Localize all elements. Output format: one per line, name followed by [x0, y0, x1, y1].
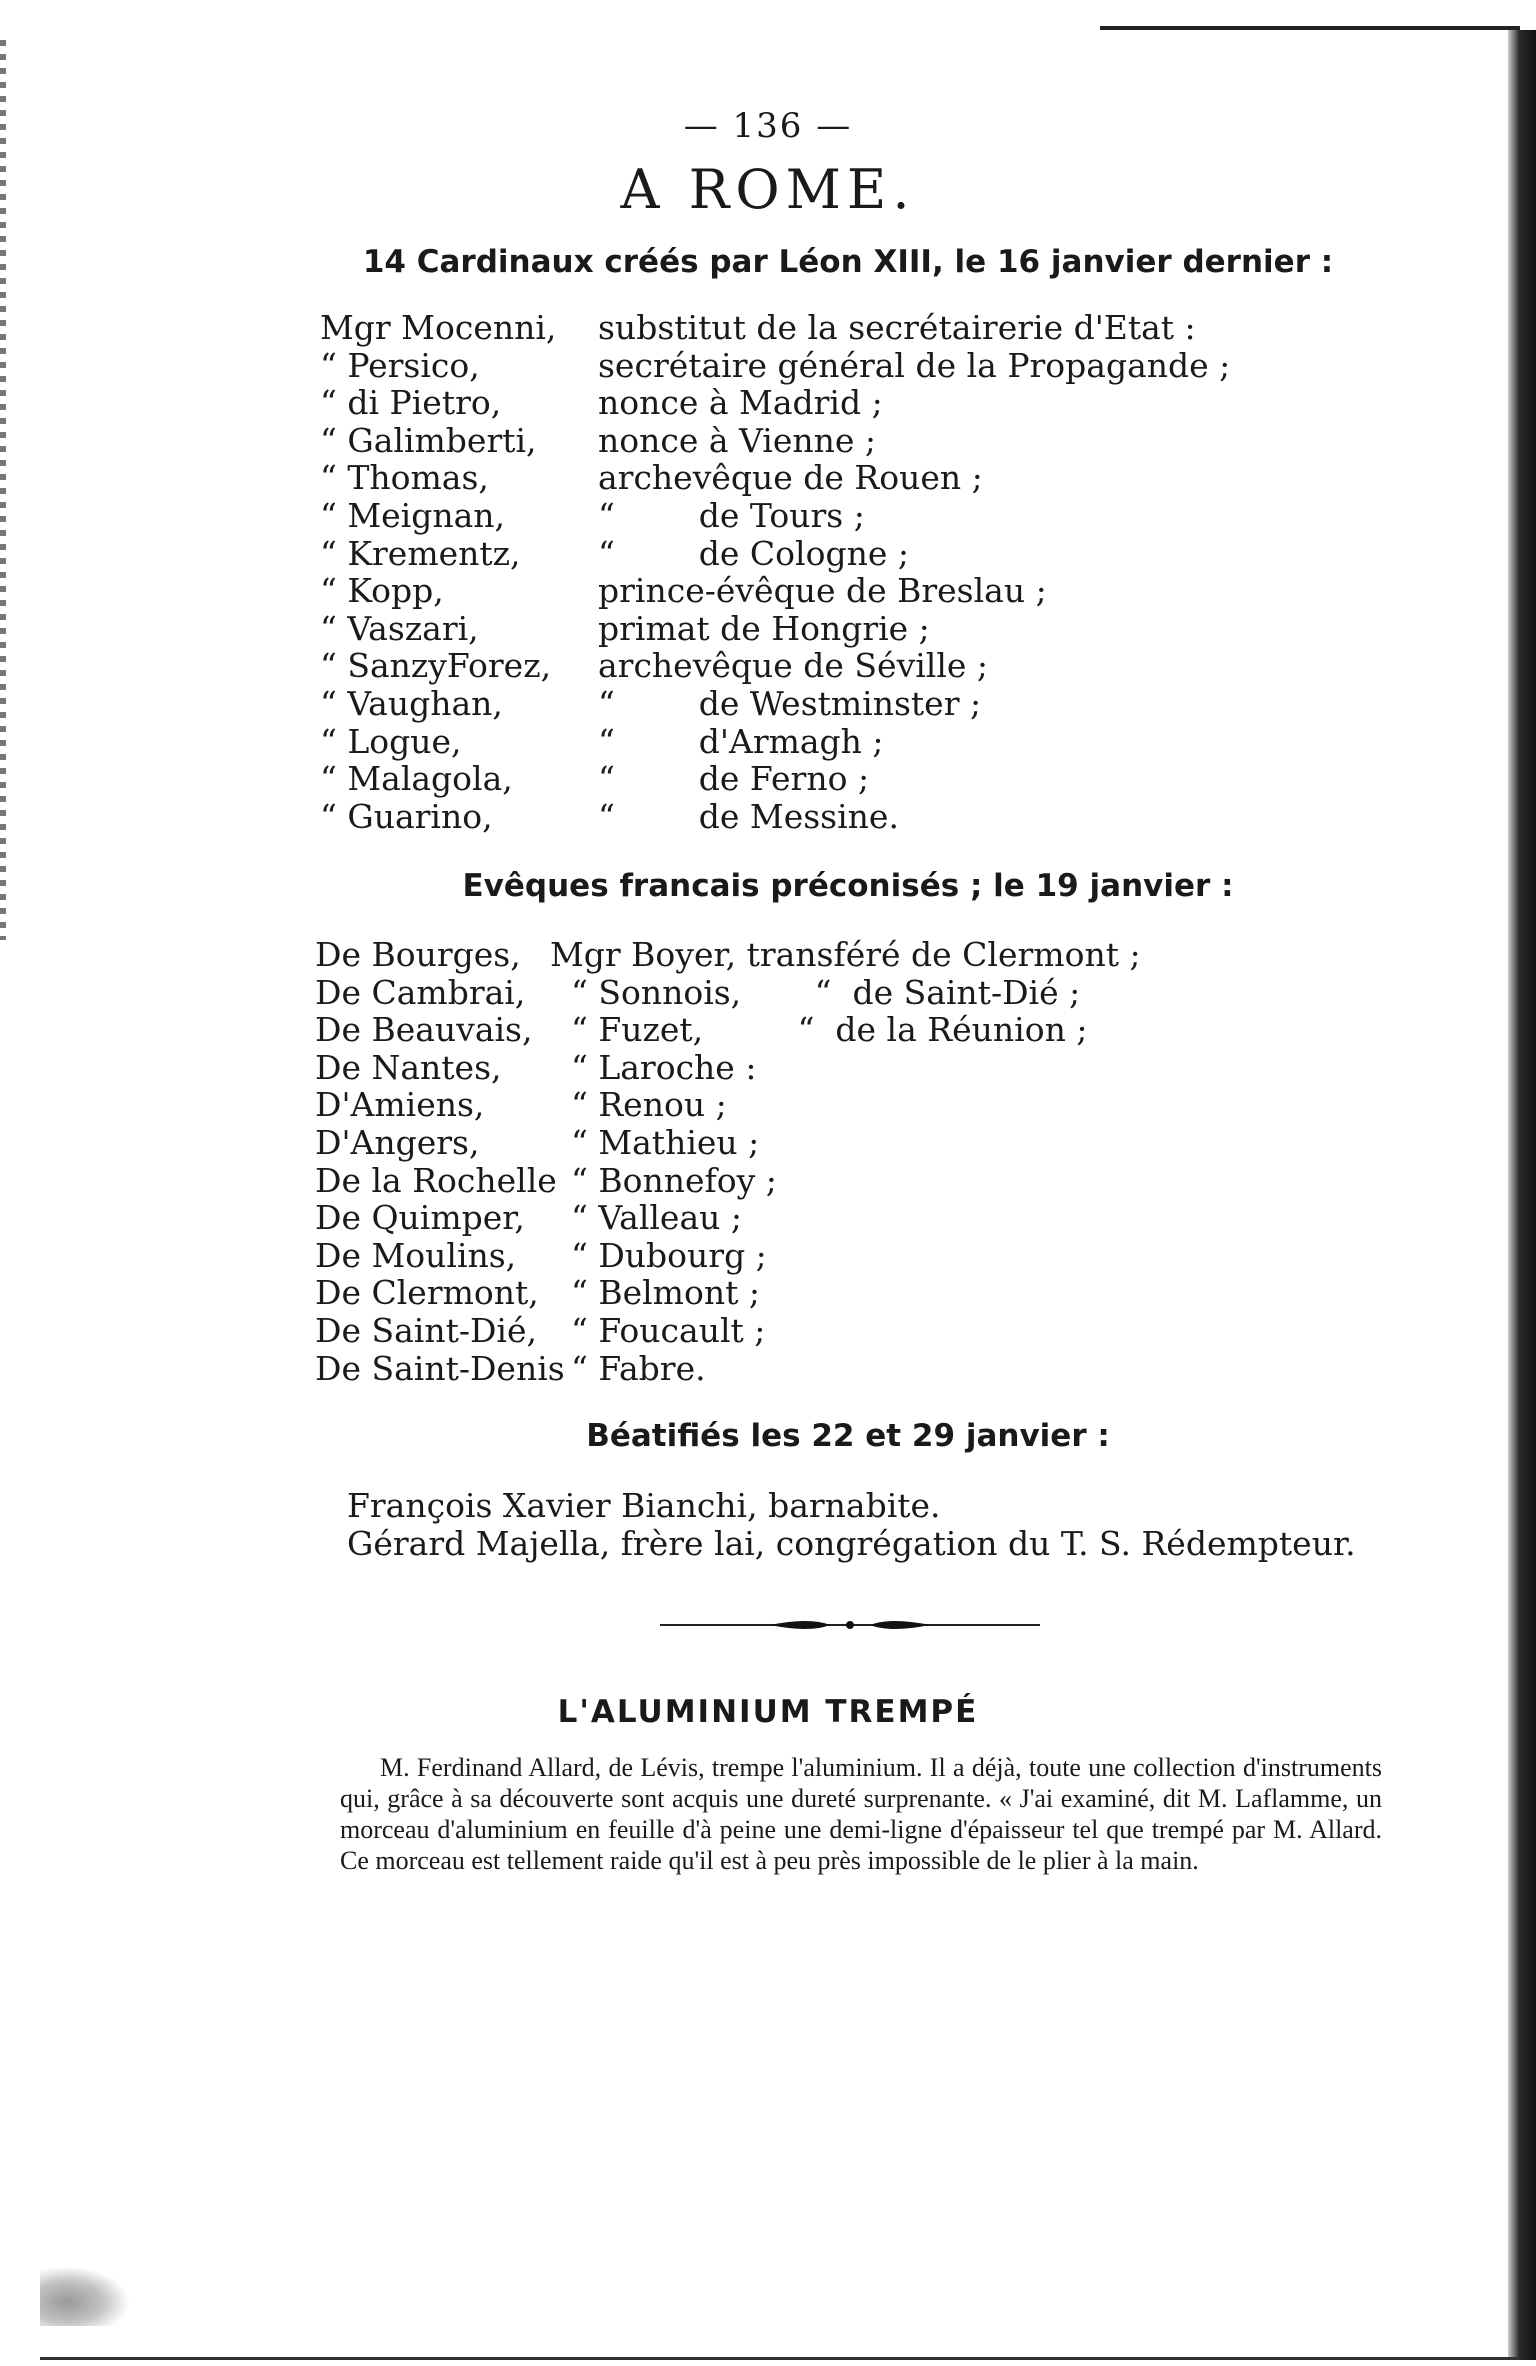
- scan-edge-bottom: [40, 2357, 1520, 2360]
- document-page: — 136 — A ROME. 14 Cardinaux créés par Léon XIII, le 16 janvier dernier : Mgr Mocenni, substitut de la secrétairerie d'Etat : “ Persico, secrétaire général de la Propagande ; “ di Pietro, nonce à Madrid ; “ Galimberti, nonce à Vienne ; “ Thomas, archevêque de Rouen ; “ Meignan, “ de Tours ; “ Krementz, “ de Cologne ; “ Kopp, prince-évêque de Breslau ; “ Vaszari, primat de Hongrie ; “ SanzyForez, archevêque de Séville ; “ Vaughan, “ de Westminster ; “ Logue, “ d'Armagh ; “ Malagola, “ de Ferno ; “ Guarino, “ de Messine. Evêques francais préconisés ; le 19 janvier : De Bourges, Mgr Boyer, transféré de Clermont ; De Cambrai, “ Sonnois, “ de Saint-Dié ; De Beauvais, “ Fuzet, “ de la Réunion ; De Nantes, “ Laroche : D'Amiens, “ Renou ; D'Angers, “ Mathieu ; De la Rochelle “ Bonnefoy ; De Quimper, “ Valleau ; De Moulins, “ Dubourg ; De Clermont, “ Belmont ; De Saint-Dié, “ Foucault ; De Saint-Denis “ Fabre. Béatifiés les 22 et 29 janvier : François Xavier Bianchi, barnabite. Gérard Majella, frère lai, congrégation du T. S. Rédempteur. L'ALUMINIUM TREMPÉ M. Ferdinand Allard, de Lévis, trempe l'aluminium. Il a déjà, toute une collection d'instruments qui, grâce à sa découverte sont acquis une dureté surprenante. « J'ai examiné, dit M. Laflamme, un morceau d'aluminium en feuille d'à peine une demi-ligne d'épaisseur tel que trempé par M. Allard. Ce morceau est tellement raide qu'il est à peu près impossible de le plier à la main.: [0, 0, 1536, 2366]
- aluminium-heading: L'ALUMINIUM TREMPÉ: [557, 1694, 979, 1730]
- scan-edge-top: [1100, 26, 1520, 30]
- beatifie-line-1: François Xavier Bianchi, barnabite.: [347, 1486, 941, 1525]
- page-number: — 136 —: [683, 106, 853, 146]
- scan-corner-smudge: [40, 2266, 130, 2326]
- eveques-heading: Evêques francais préconisés ; le 19 janvier :: [462, 868, 1234, 904]
- cardinaux-heading: 14 Cardinaux créés par Léon XIII, le 16 janvier dernier :: [362, 244, 1334, 280]
- aluminium-article: M. Ferdinand Allard, de Lévis, trempe l'aluminium. Il a déjà, toute une collection d'instruments qui, grâce à sa découverte sont acquis une dureté surprenante. « J'ai examiné, dit M. Laflamme, un morceau d'aluminium en feuille d'à peine une demi-ligne d'épaisseur tel que trempé par M. Allard. Ce morceau est tellement raide qu'il est à peu près impossible de le plier à la main.: [340, 1753, 1382, 1875]
- page-title: A ROME.: [620, 158, 916, 221]
- beatifie-line-2: Gérard Majella, frère lai, congrégation du T. S. Rédempteur.: [347, 1524, 1356, 1563]
- divider-ornament: [660, 1615, 1040, 1635]
- beatifies-heading: Béatifiés les 22 et 29 janvier :: [586, 1418, 1110, 1454]
- scan-edge-right: [1508, 30, 1536, 2360]
